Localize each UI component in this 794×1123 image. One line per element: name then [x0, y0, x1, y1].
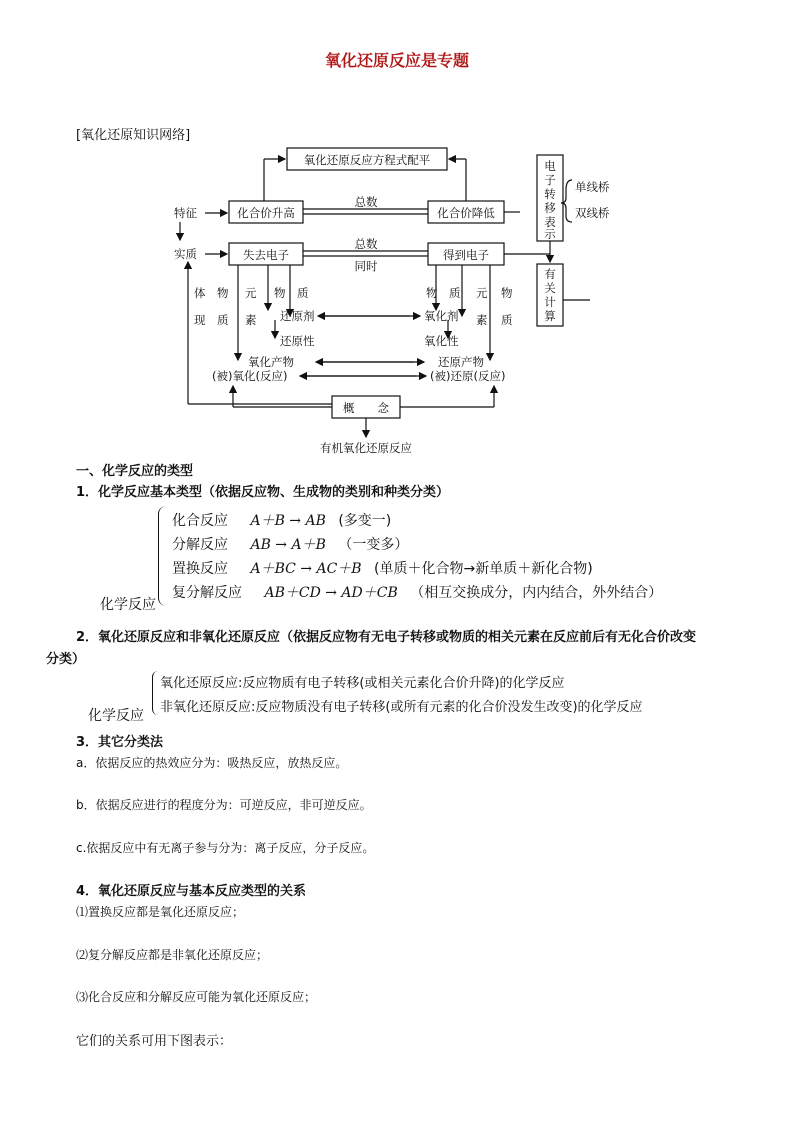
substance-left-label: 物 质: [274, 286, 309, 300]
simultaneous-label: 同时: [354, 259, 378, 273]
reaction-row: [172, 582, 662, 602]
redox-definition: 氧化还原反应:反应物质有电子转移(或相关元素化合价升降)的化学反应: [160, 676, 565, 691]
section3-heading: 3．其它分类法: [76, 735, 164, 750]
manifest-label-1: 体 物: [194, 286, 229, 300]
balance-box-label: 氧化还原反应方程式配平: [303, 153, 431, 167]
section4-heading: 4．氧化还原反应与基本反应类型的关系: [76, 884, 307, 899]
valence-up-label: 化合价升高: [237, 206, 295, 220]
substance-right2-2: 质: [501, 313, 513, 327]
concept-box-label: 概 念: [343, 401, 389, 415]
redox-network-diagram: [0, 0, 794, 470]
reaction-note: （相互交换成分，内内结合，外外结合）: [410, 585, 663, 601]
feature-label: 特征: [174, 206, 197, 220]
calc-char-2: 关: [544, 281, 556, 295]
reaction-equation: AB＋CD → AD＋CB: [264, 585, 398, 601]
section2-heading-line2: 分类）: [46, 652, 86, 667]
reaction-row: [172, 510, 391, 530]
calc-char-3: 计: [544, 295, 556, 309]
section4-point-1: ⑴置换反应都是氧化还原反应；: [76, 905, 245, 919]
reaction-equation: A＋B → AB: [250, 513, 326, 529]
reaction-equation: AB → A＋B: [250, 537, 326, 553]
section4-closing: 它们的关系可用下图表示：: [76, 1034, 233, 1049]
total-label-1: 总数: [354, 195, 378, 209]
total-label-2: 总数: [354, 237, 378, 251]
element-right-1: 元: [476, 286, 488, 300]
element-left-2: 素: [245, 313, 257, 327]
reaction-row: [172, 558, 593, 578]
ox-product-label: 氧化产物: [248, 355, 294, 369]
lose-electron-label: 失去电子: [243, 248, 289, 262]
reductant-label: 还原剂: [280, 309, 315, 323]
section4-point-3: ⑶化合反应和分解反应可能为氧化还原反应；: [76, 990, 317, 1004]
single-bridge-label: 单线桥: [575, 180, 610, 194]
reaction-name: 复分解反应: [172, 585, 242, 601]
substance-right2-1: 物: [501, 286, 513, 300]
non-redox-definition: 非氧化还原反应:反应物质没有电子转移(或所有元素的化合价没发生改变)的化学反应: [160, 700, 643, 715]
reaction-name: 置换反应: [172, 561, 228, 577]
gain-electron-label: 得到电子: [443, 248, 489, 262]
valence-down-label: 化合价降低: [437, 206, 495, 220]
reaction-name: 分解反应: [172, 537, 228, 553]
reaction-name: 化合反应: [172, 513, 228, 529]
oxidizability-label: 氧化性: [424, 334, 459, 348]
transfer-char-5: 表: [544, 215, 556, 229]
section1-heading: 一、化学反应的类型: [76, 464, 194, 479]
section1-brace: [158, 506, 167, 606]
section3-item-c: c.依据反应中有无离子参与分为：离子反应，分子反应。: [76, 841, 375, 855]
section2-heading-line1: 2．氧化还原反应和非氧化还原反应（依据反应物有无电子转移或物质的相关元素在反应前后有无化合价改变: [76, 630, 697, 645]
reduced-reaction-label: (被)还原(反应): [430, 369, 506, 383]
red-product-label: 还原产物: [438, 355, 484, 369]
transfer-char-3: 转: [544, 187, 556, 201]
reducibility-label: 还原性: [280, 334, 315, 348]
section2-label: 化学反应: [88, 708, 144, 724]
reaction-note: （一变多）: [338, 537, 409, 553]
transfer-char-4: 移: [544, 201, 556, 215]
transfer-char-6: 示: [544, 227, 556, 241]
reaction-row: [172, 534, 408, 554]
substance-right-label: 物 质: [426, 286, 461, 300]
section4-point-2: ⑵复分解反应都是非氧化还原反应；: [76, 948, 269, 962]
transfer-char-1: 电: [544, 159, 556, 173]
calc-char-1: 有: [544, 267, 556, 281]
reaction-equation: A＋BC → AC＋B: [250, 561, 362, 577]
reaction-note: (单质＋化合物→新单质＋新化合物): [374, 561, 593, 577]
oxidized-reaction-label: (被)氧化(反应): [212, 369, 288, 383]
section2-brace: [152, 671, 159, 715]
double-bridge-label: 双线桥: [575, 206, 610, 220]
oxidant-label: 氧化剂: [424, 309, 459, 323]
section1-sub1: 1．化学反应基本类型（依据反应物、生成物的类别和种类分类）: [76, 485, 450, 500]
manifest-label-2: 现 质: [194, 313, 229, 327]
calc-char-4: 算: [544, 309, 556, 323]
transfer-char-2: 子: [544, 173, 556, 187]
organic-redox-label: 有机氧化还原反应: [320, 441, 412, 455]
reaction-note: (多变一): [338, 513, 392, 529]
section3-item-b: b．依据反应进行的程度分为：可逆反应，非可逆反应。: [76, 798, 372, 812]
section3-item-a: a．依据反应的热效应分为：吸热反应，放热反应。: [76, 756, 348, 770]
network-heading: [氧化还原知识网络]: [76, 128, 191, 143]
section1-label: 化学反应: [100, 597, 156, 613]
element-right-2: 素: [476, 313, 488, 327]
essence-label: 实质: [174, 247, 197, 261]
element-left-1: 元: [245, 286, 257, 300]
page-title: 氧化还原反应是专题: [324, 51, 469, 70]
